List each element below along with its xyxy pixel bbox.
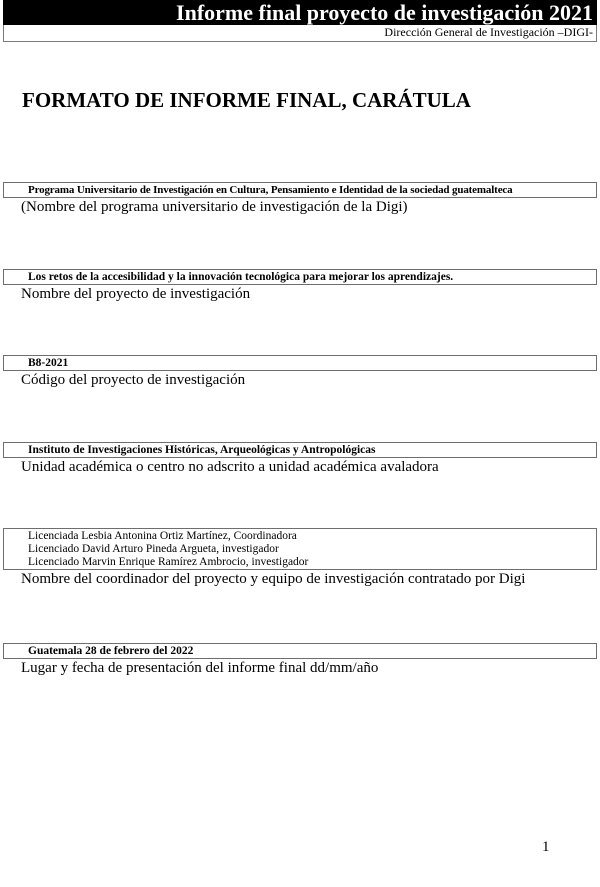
field-lugar-fecha <box>3 643 597 677</box>
field-equipo-values <box>3 528 597 570</box>
field-proyecto-label: Nombre del proyecto de investigación <box>21 286 251 302</box>
field-unidad <box>3 442 597 476</box>
field-equipo <box>3 528 597 588</box>
document-header-subtitle: Dirección General de Investigación –DIGI- <box>3 25 597 42</box>
field-lugar-fecha-label: Lugar y fecha de presentación del informe final dd/mm/año <box>21 660 379 676</box>
document-header-title: Informe final proyecto de investigación 2021 <box>3 0 597 25</box>
field-codigo-value: B8-2021 <box>3 355 597 371</box>
team-member: Licenciado David Arturo Pineda Argueta, investigador <box>28 543 279 555</box>
field-programa <box>3 182 597 216</box>
field-unidad-label: Unidad académica o centro no adscrito a unidad académica avaladora <box>21 459 439 475</box>
page-number: 1 <box>542 839 550 855</box>
field-equipo-label: Nombre del coordinador del proyecto y equipo de investigación contratado por Digi <box>21 571 526 587</box>
field-programa-value: Programa Universitario de Investigación en Cultura, Pensamiento e Identidad de la sociedad guatemalteca <box>3 182 597 198</box>
page-title: FORMATO DE INFORME FINAL, CARÁTULA <box>22 88 471 112</box>
team-member: Licenciada Lesbia Antonina Ortiz Martínez, Coordinadora <box>28 530 297 542</box>
field-lugar-fecha-value: Guatemala 28 de febrero del 2022 <box>3 643 597 659</box>
team-member: Licenciado Marvin Enrique Ramírez Ambrocio, investigador <box>28 556 309 568</box>
field-proyecto <box>3 269 597 303</box>
field-programa-label: (Nombre del programa universitario de investigación de la Digi) <box>21 199 408 215</box>
field-codigo-label: Código del proyecto de investigación <box>21 372 246 388</box>
field-codigo <box>3 355 597 389</box>
field-unidad-value: Instituto de Investigaciones Históricas, Arqueológicas y Antropológicas <box>3 442 597 458</box>
field-proyecto-value: Los retos de la accesibilidad y la innovación tecnológica para mejorar los aprendizajes. <box>3 269 597 285</box>
